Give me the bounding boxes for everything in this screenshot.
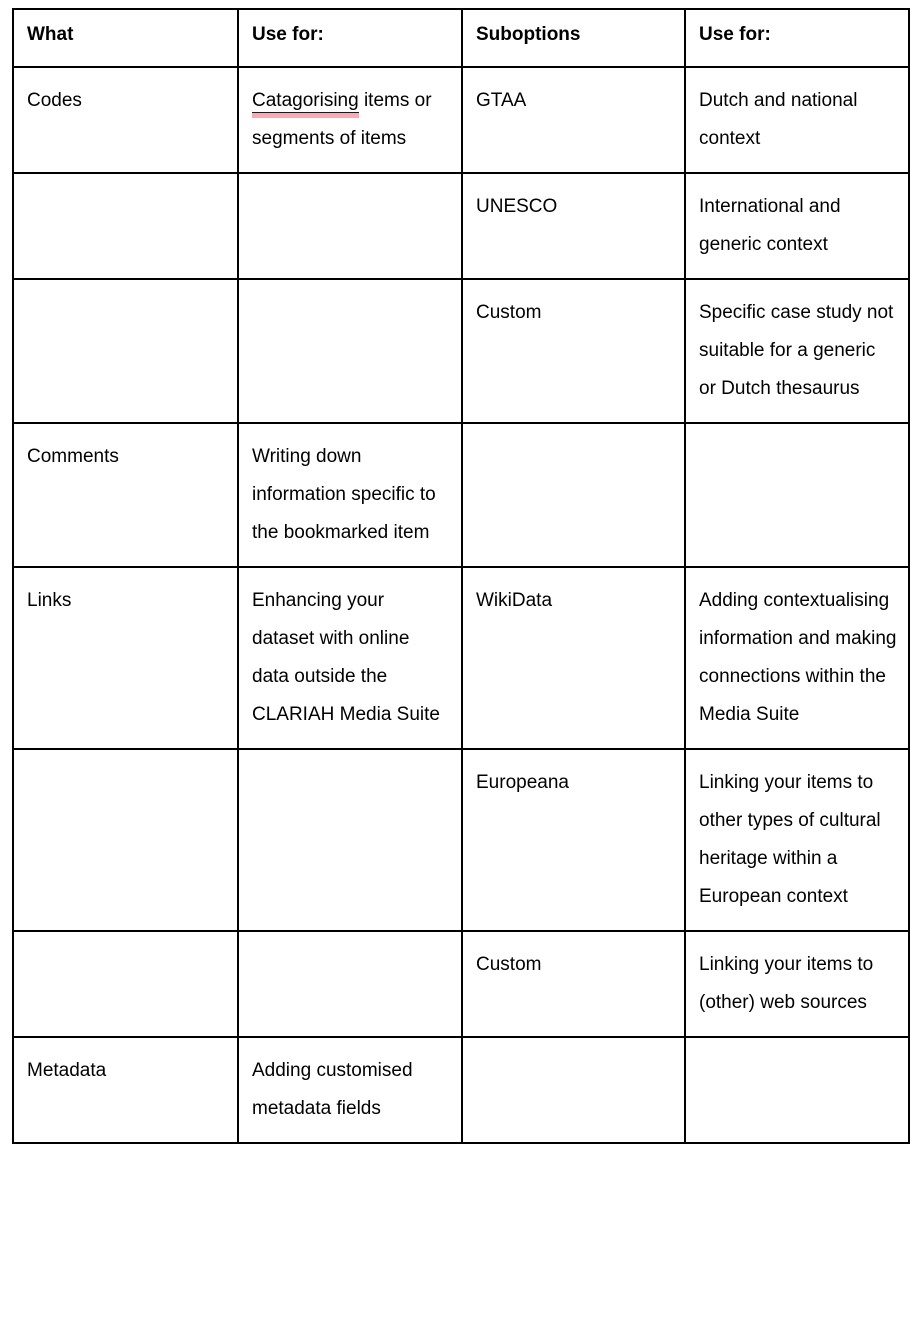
cell-use-for-2: [685, 567, 909, 749]
cell-text: Codes: [27, 90, 82, 111]
cell-text: Custom: [476, 302, 542, 323]
cell-text: Links: [27, 590, 72, 611]
table-row: [13, 931, 909, 1037]
cell-what: [13, 1037, 238, 1143]
cell-text: items or segments of items: [252, 90, 432, 149]
cell-text: UNESCO: [476, 196, 558, 217]
cell-text: Specific case study not suitable for a generic or Dutch thesaurus: [699, 302, 894, 399]
cell-suboptions: [462, 1037, 685, 1143]
table-header: [13, 9, 909, 67]
cell-use-for-1: [238, 567, 462, 749]
cell-use-for-2: [685, 749, 909, 931]
cell-use-for-2: [685, 279, 909, 423]
table-row: [13, 279, 909, 423]
cell-what: [13, 931, 238, 1037]
cell-text: Adding contextualising information and making connections within the Media Suite: [699, 590, 897, 725]
cell-what: [13, 67, 238, 173]
cell-use-for-2: [685, 173, 909, 279]
cell-suboptions: [462, 67, 685, 173]
cell-what: [13, 173, 238, 279]
cell-use-for-2: [685, 67, 909, 173]
cell-use-for-1: [238, 1037, 462, 1143]
cell-text: Metadata: [27, 1060, 107, 1081]
cell-what: [13, 567, 238, 749]
cell-use-for-2: [685, 423, 909, 567]
cell-use-for-1: [238, 931, 462, 1037]
table-row: [13, 173, 909, 279]
column-header-suboptions: Suboptions: [462, 9, 685, 67]
cell-text: Europeana: [476, 772, 569, 793]
cell-text: Comments: [27, 446, 119, 467]
table-row: [13, 1037, 909, 1143]
table-row: [13, 67, 909, 173]
cell-what: [13, 749, 238, 931]
cell-use-for-2: [685, 1037, 909, 1143]
column-header-use-for-2: Use for:: [685, 9, 909, 67]
options-table: [12, 8, 910, 1144]
cell-use-for-1: [238, 749, 462, 931]
cell-text: Linking your items to other types of cultural heritage within a European context: [699, 772, 881, 907]
cell-text: GTAA: [476, 90, 527, 111]
cell-text: WikiData: [476, 590, 553, 611]
cell-use-for-1: [238, 423, 462, 567]
cell-text: Adding customised metadata fields: [252, 1060, 413, 1119]
cell-text: Dutch and national context: [699, 90, 858, 149]
cell-what: [13, 279, 238, 423]
misspelled-word: Catagorising: [252, 90, 359, 111]
column-header-what: What: [13, 9, 238, 67]
table-row: [13, 567, 909, 749]
table-header-row: [13, 9, 909, 67]
cell-text: International and generic context: [699, 196, 841, 255]
column-header-use-for-1: Use for:: [238, 9, 462, 67]
cell-suboptions: [462, 567, 685, 749]
cell-use-for-2: [685, 931, 909, 1037]
cell-suboptions: [462, 749, 685, 931]
cell-use-for-1: [238, 67, 462, 173]
cell-suboptions: [462, 279, 685, 423]
cell-what: [13, 423, 238, 567]
cell-text: Custom: [476, 954, 542, 975]
table-body: [13, 67, 909, 1143]
cell-suboptions: [462, 931, 685, 1037]
cell-text: Writing down information specific to the bookmarked item: [252, 446, 436, 543]
cell-suboptions: [462, 173, 685, 279]
table-row: [13, 423, 909, 567]
cell-text: Enhancing your dataset with online data outside the CLARIAH Media Suite: [252, 590, 440, 725]
cell-suboptions: [462, 423, 685, 567]
cell-use-for-1: [238, 173, 462, 279]
cell-text: Linking your items to (other) web sources: [699, 954, 874, 1013]
cell-use-for-1: [238, 279, 462, 423]
table-row: [13, 749, 909, 931]
